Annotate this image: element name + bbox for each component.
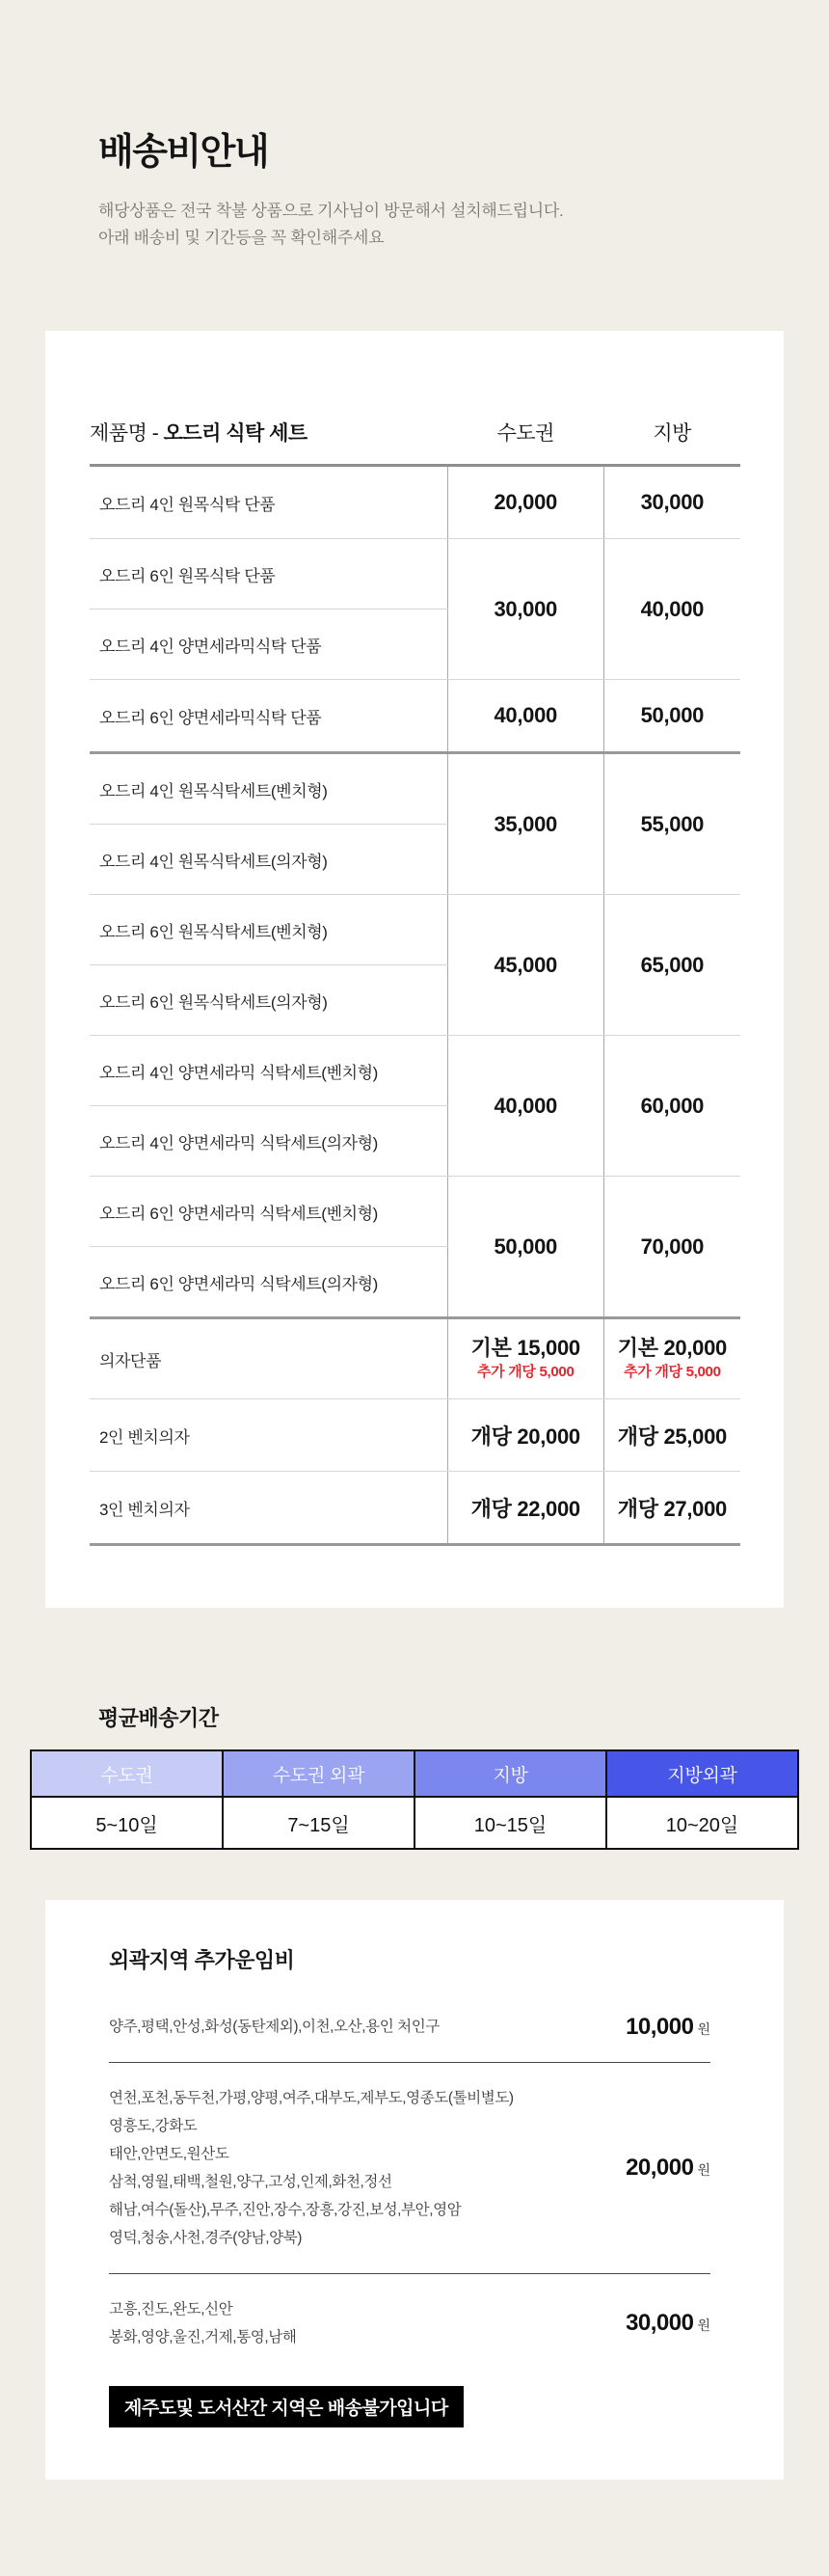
product-name-cell: 3인 벤치의자 [99,1500,190,1519]
region-line: 해남,여수(돌산),무주,진안,장수,장흥,강진,보성,부안,영암 [109,2202,462,2218]
period-header-row [31,1750,798,1797]
period-value-metro: 5~10일 [31,1797,223,1849]
metro-price-cell: 30,000 [447,539,603,680]
region-price-cell: 30,000 [603,466,740,539]
period-value-region-outskirts: 10~20일 [606,1797,798,1849]
region-line: 봉화,영양,울진,거제,통영,남해 [109,2329,297,2346]
fee-divider [109,2062,710,2063]
shipping-price-card [45,331,784,1608]
product-label: 제품명 - [90,422,159,445]
price-row [90,539,740,610]
price-row [90,680,740,753]
delivery-period-table [30,1749,799,1850]
price-row [90,1472,740,1545]
metro-price-cell: 45,000 [447,895,603,1036]
price-row [90,895,740,965]
region-price-cell: 65,000 [603,895,740,1036]
fee-row [109,2007,710,2047]
product-name-cell: 오드리 6인 양면세라믹 식탁세트(의자형) [90,1247,447,1318]
product-name: 오드리 식탁 세트 [163,422,308,445]
fee-amount: 20,000 [626,2155,694,2181]
page-title: 배송비안내 [98,132,269,173]
price-row [90,1177,740,1247]
product-name-cell: 의자단품 [90,1318,447,1399]
fee-row [109,2290,710,2357]
fee-row [109,2078,710,2258]
region-price-cell: 개당 27,000 [603,1472,740,1545]
product-name-cell: 오드리 6인 양면세라믹식탁 단품 [90,680,447,753]
period-value-region: 10~15일 [414,1797,606,1849]
region-line: 연천,포천,동두천,가평,양평,여주,대부도,제부도,영종도(톨비별도) [109,2090,514,2106]
metro-price-cell: 개당 20,000 [447,1399,603,1472]
product-name-header [90,418,447,447]
region-line: 영덕,청송,사천,경주(양남,양북) [109,2230,303,2246]
region-line: 태안,안면도,원산도 [109,2146,229,2162]
fee-unit: 원 [697,2318,710,2333]
base-price: 기본 20,000 [617,1336,727,1360]
fee-regions [109,2295,296,2351]
period-value-row [31,1797,798,1849]
metro-price-cell: 40,000 [447,680,603,753]
region-line: 삼척,영월,태백,철원,양구,고성,인제,화천,정선 [109,2174,392,2190]
product-name-cell: 오드리 6인 원목식탁세트(벤치형) [90,895,447,965]
period-header-region-outskirts: 지방외곽 [606,1750,798,1797]
fee-amount: 30,000 [626,2310,694,2336]
product-name-cell: 2인 벤치의자 [90,1399,447,1472]
extra-price: 추가 개당 5,000 [476,1364,575,1380]
price-row-chair-single [90,1318,740,1399]
price-table-header [90,418,740,447]
metro-price-cell [447,1318,603,1399]
price-row [90,466,740,539]
product-name-cell: 오드리 6인 양면세라믹 식탁세트(벤치형) [90,1177,447,1247]
fee-unit: 원 [697,2020,710,2037]
subtitle-line-1: 해당상품은 전국 착불 상품으로 기사님이 방문해서 설치해드립니다. [98,202,564,220]
region-price-cell: 70,000 [603,1177,740,1318]
hero-section [0,0,829,252]
price-row [90,753,740,825]
base-price: 기본 15,000 [470,1336,580,1360]
fee-price [626,2310,710,2337]
extra-fee-card [45,1900,784,2480]
product-name-cell: 오드리 4인 양면세라믹 식탁세트(의자형) [90,1106,447,1177]
period-header-region: 지방 [414,1750,606,1797]
metro-price-cell: 50,000 [447,1177,603,1318]
product-name-cell: 오드리 6인 원목식탁세트(의자형) [90,965,447,1036]
fee-unit: 원 [697,2162,710,2178]
metro-price-cell: 개당 22,000 [447,1472,603,1545]
product-name-cell: 오드리 6인 원목식탁 단품 [90,539,447,610]
fee-regions [109,2084,514,2252]
product-name-cell: 오드리 4인 양면세라믹 식탁세트(벤치형) [90,1036,447,1106]
period-header-metro: 수도권 [31,1750,223,1797]
product-name-cell: 오드리 4인 원목식탁세트(벤치형) [90,753,447,825]
fee-amount: 10,000 [626,2013,694,2040]
extra-fee-title: 외곽지역 추가운임비 [109,1948,295,1972]
page-subtitle [98,198,771,252]
region-line: 고흥,진도,완도,신안 [109,2301,233,2318]
region-price-cell: 개당 25,000 [603,1399,740,1472]
price-table [90,464,740,1546]
column-header-metro: 수도권 [496,422,554,445]
fee-price [626,2155,710,2182]
metro-price-cell: 35,000 [447,753,603,895]
subtitle-line-2: 아래 배송비 및 기간등을 꼭 확인해주세요 [98,229,385,247]
metro-price-cell: 20,000 [447,466,603,539]
delivery-period-title: 평균배송기간 [98,1706,219,1730]
no-delivery-notice-badge: 제주도및 도서산간 지역은 배송불가입니다 [109,2386,464,2427]
region-line: 양주,평택,안성,화성(동탄제외),이천,오산,용인 처인구 [109,2019,440,2035]
period-header-metro-outskirts: 수도권 외곽 [223,1750,414,1797]
metro-price-cell: 40,000 [447,1036,603,1177]
product-name-cell: 오드리 4인 원목식탁세트(의자형) [90,825,447,895]
product-name-cell: 오드리 4인 양면세라믹식탁 단품 [90,610,447,680]
price-row [90,1036,740,1106]
period-value-metro-outskirts: 7~15일 [223,1797,414,1849]
region-price-cell: 50,000 [603,680,740,753]
column-header-region: 지방 [653,422,691,445]
region-price-cell: 40,000 [603,539,740,680]
region-price-cell: 60,000 [603,1036,740,1177]
extra-price: 추가 개당 5,000 [624,1364,721,1380]
fee-price [626,2014,710,2041]
product-name-cell: 오드리 4인 원목식탁 단품 [90,466,447,539]
region-line: 영흥도,강화도 [109,2118,198,2134]
region-price-cell: 55,000 [603,753,740,895]
fee-divider [109,2273,710,2274]
price-row [90,1399,740,1472]
delivery-period-section [0,1702,829,1850]
region-price-cell [603,1318,740,1399]
fee-regions [109,2013,440,2041]
